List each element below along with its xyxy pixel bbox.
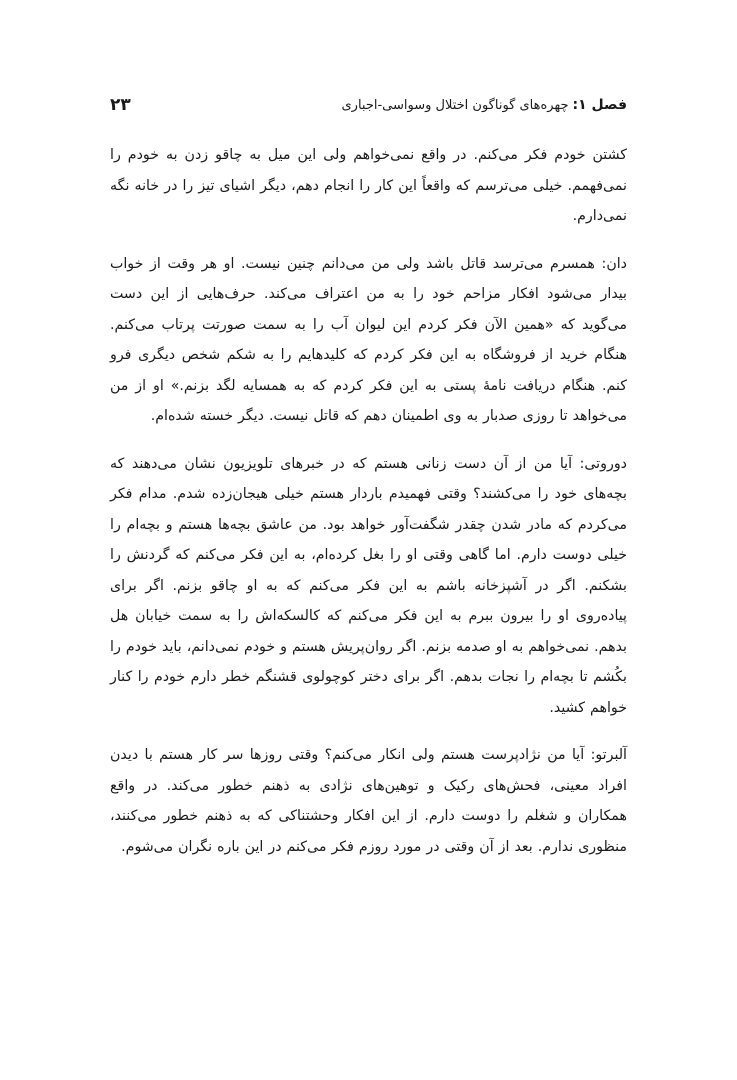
chapter-title	[341, 97, 627, 113]
running-header	[110, 88, 627, 122]
chapter-label: فصل ۱:	[572, 97, 627, 113]
paragraph-dan: دان: همسرم می‌ترسد قاتل باشد ولی من می‌دانم چنین نیست. او هر وقت از خواب بیدار می‌شود افکار مزاحم خود را به من اعتراف می‌کند. حرف‌هایی از این دست می‌گوید که «همین الآن فکر کردم این لیوان آب را به سمت صورتت پرتاب می‌کنم. هنگام خرید از فروشگاه به این فکر کردم که کلیدهایم را به شکم شخص دیگری فرو کنم. هنگام دریافت نامهٔ پستی به این فکر کردم که به همسایه لگد بزنم.» او از من می‌خواهد تا روزی صدبار به وی اطمینان دهم که قاتل نیست. دیگر خسته شده‌ام.	[110, 255, 627, 424]
paragraph-dorothy: دوروتی: آیا من از آن دست زنانی هستم که در خبرهای تلویزیون نشان می‌دهند که بچه‌های خود را می‌کشند؟ وقتی فهمیدم باردار هستم خیلی هیجان‌زده شدم. مدام فکر می‌کردم که مادر شدن چقدر شگفت‌آور خواهد بود. من عاشق بچه‌ها هستم و بچه‌ام را خیلی دوست دارم. اما گاهی وقتی او را بغل کرده‌ام، به این فکر می‌کنم که گردنش را بشکنم. اگر در آشپزخانه باشم به این فکر می‌کنم که به او چاقو بزنم. اگر برای پیاده‌روی او را بیرون ببرم به این فکر می‌کنم که کالسکه‌اش را به سمت خیابان هل بدهم. نمی‌خواهم به او صدمه بزنم. اگر روان‌پریش هستم و خودم نمی‌دانم، باید خودم را بکُشم تا بچه‌ام را نجات بدهم. اگر برای دختر کوچولوی قشنگم خطر دارم خودم را کنار خواهم کشید.	[110, 455, 627, 716]
body-text	[110, 140, 627, 879]
paragraph-alberto: آلبرتو: آیا من نژادپرست هستم ولی انکار می‌کنم؟ وقتی روزها سر کار هستم با دیدن افراد معینی، فحش‌های رکیک و توهین‌های نژادی به ذهنم خطور می‌کند. در واقع همکاران و شغلم را دوست دارم. از این افکار وحشتناکی که به ذهنم خطور می‌کنند، منظوری ندارم. بعد از آن وقتی در مورد روزم فکر می‌کنم در این باره نگران می‌شوم.	[110, 747, 627, 855]
page-number: ۲۳	[110, 95, 131, 115]
chapter-subtitle: چهره‌های گوناگون اختلال وسواسی-اجباری	[341, 98, 569, 113]
paragraph-continuation: کشتن خودم فکر می‌کنم. در واقع نمی‌خواهم ولی این میل به چاقو زدن به خودم را نمی‌فهمم. خیلی می‌ترسم که واقعاً این کار را انجام دهم، دیگر اشیای تیز را در خانه نگه نمی‌دارم.	[110, 147, 627, 224]
